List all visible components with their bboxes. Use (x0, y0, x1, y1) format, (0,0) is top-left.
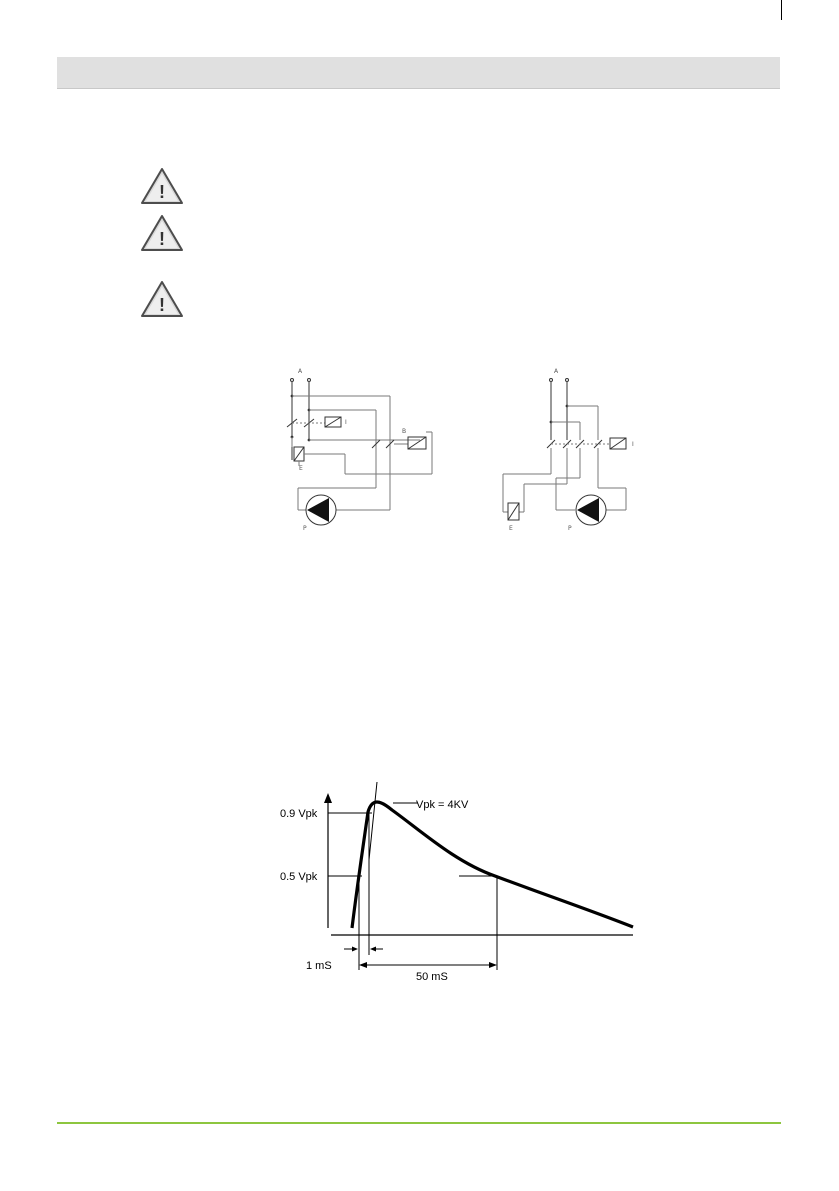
circuit-diagram-right (503, 368, 634, 532)
label-b: B (402, 428, 407, 435)
label-e: E (509, 525, 513, 532)
svg-text:!: ! (159, 229, 165, 249)
footer-rule (57, 1122, 781, 1124)
label-e: E (299, 465, 303, 472)
rise-time-label: 1 mS (306, 960, 332, 972)
svg-text:!: ! (159, 182, 165, 202)
pulse-waveform-chart (280, 782, 633, 983)
waveform-curve (352, 802, 633, 928)
y-label-0.9: 0.9 Vpk (280, 808, 318, 820)
peak-label: Vpk = 4KV (416, 799, 469, 811)
circuit-diagram-left (287, 368, 432, 532)
label-a: A (554, 368, 559, 375)
label-a: A (298, 368, 303, 375)
label-p: P (303, 525, 307, 532)
decay-time-label: 50 mS (416, 971, 448, 983)
y-label-0.5: 0.5 Vpk (280, 871, 318, 883)
label-p: P (568, 525, 572, 532)
label-i: I (345, 419, 347, 426)
svg-text:!: ! (159, 295, 165, 315)
label-i: I (632, 441, 634, 448)
